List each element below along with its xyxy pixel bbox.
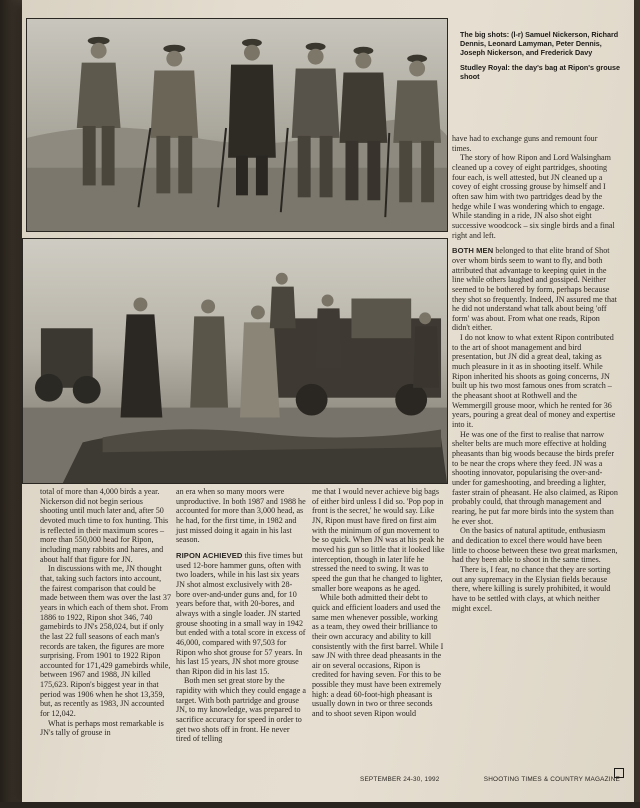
paragraph — [176, 551, 306, 677]
photo-days-bag-image — [23, 239, 447, 483]
article-column-2 — [176, 487, 306, 744]
paragraph: an era when so many moors were unproductive. In both 1987 and 1988 he accounted for more than 3,000 head, as he had, for the first time, in 1982 and just missed doing it again in his last season. — [176, 487, 306, 545]
photo-big-shots — [26, 18, 448, 232]
caption-studley-royal: Studley Royal: the day's bag at Ripon's grouse shoot — [460, 63, 620, 81]
paragraph-body: this five times but used 12-bore hammer guns, often with two loaders, while in his last six years JN shot almost exclusively with 28-bore over-and-under guns and, for 10 years before that, with 20-bores, and always with a single loader. JN started grouse shooting in a small way in 1942 but ended with a total score in excess of 46,000, compared with 97,503 for Ripon who shot grouse for 57 years. In his last 15 years, JN shot more grouse than Ripon did in his last 15. — [176, 550, 306, 676]
paragraph: have had to exchange guns and remount four times. — [452, 134, 598, 153]
article-column-1 — [40, 487, 172, 738]
caption-big-shots: The big shots: (l-r) Samuel Nickerson, Richard Dennis, Leonard Lamyman, Peter Dennis, Joseph Nickerson, and Frederick Davy — [460, 30, 619, 57]
paragraph-lead-in: BOTH MEN — [452, 246, 494, 256]
paragraph: I do not know to what extent Ripon contributed to the art of shoot management and bird presentation, but JN did a great deal, taking as much pleasure in it as in shooting itself. While Ripon inherited his shoots as going concerns, JN built up his two most famous ones from scratch – the pheasant shoot at Rothwell and the Wemmergill grouse moor, which he rented for 36 years, pouring a great deal of money and expertise into it. — [452, 333, 616, 430]
article-column-3 — [312, 487, 446, 719]
page-footer — [360, 776, 620, 783]
paragraph: There is, I fear, no chance that they are sorting out any supremacy in the Elysian fields because there, where killing is surely prohibited, it would have to be settled with clays, at which neither might excel. — [452, 564, 611, 613]
paragraph: What is perhaps most remarkable is JN's tally of grouse in — [40, 718, 164, 738]
paragraph: Both men set great store by the rapidity with which they could engage a target. With both partridge and grouse JN, to my knowledge, was prepared to sacrifice accuracy for speed in order to get two shots off in front. He never tired of telling — [176, 676, 306, 744]
page-binding-shadow — [0, 0, 22, 808]
paragraph: While both admitted their debt to quick and efficient loaders and used the same men whenever possible, working as a team, they owed their brilliance to their own accuracy and ability to kill consistently with the first barrel. While I saw JN with three dead pheasants in the air on several occasions, Ripon is credited for having seven. For this to be possible they must have been extremely high: a dead 60-foot-high pheasant is usually down in two or three seconds and to shoot seven Ripon would — [312, 593, 444, 719]
paragraph: In discussions with me, JN thought that, taking such factors into account, the fairest comparison that could be made between them was over the last 37 years in which each of them shot. From 1886 to 1922, Ripon shot 346, 740 gamebirds to JN's 258,024, but if only the last 22 full seasons of each man's records are taken, the figures are more surprising. From 1901 to 1922 Ripon accounted for 171,429 gamebirds while, between 1967 and 1988, JN killed 175,623. Ripon's biggest year in that period was 1906 when he shot 13,359, but, as recently as 1983, JN accounted for 12,042. — [40, 564, 172, 719]
paragraph: On the basics of natural aptitude, enthusiasm and dedication to excel there would have been little to choose between these two great marksmen, had they been able to shoot in the same times. — [452, 526, 618, 565]
bottom-edge-shadow — [0, 802, 640, 808]
paragraph: me that I would never achieve big bags of either bird unless I did so. 'Pop pop in front is the secret,' he would say. Like JN, Ripon must have fired on first aim with the minimum of gun movement to be so quick. When JN was at his peak he moved his gun so little that it looked like interception, though in later life he stressed the need to swing. It was to speed the gun that he changed to lighter, smaller bore weapons as he aged. — [312, 487, 445, 593]
paragraph-body: belonged to that elite brand of Shot over whom birds seem to want to fly, and both attributed that advantage to keeping quiet in the line while others laughed and gossiped. Neither seemed to be bothered by form, perhaps because they shot so frequently. Indeed, JN assured me that he did not understand what talk about being 'off form' was about. From what one reads, Ripon didn't either. — [452, 246, 617, 333]
footer-magazine-title: SHOOTING TIMES & COUNTRY MAGAZINE — [483, 776, 620, 783]
photo-captions — [460, 30, 620, 87]
article-column-right — [452, 134, 618, 613]
paragraph: He was one of the first to realise that narrow shelter belts are much more effective at holding pheasants than big woods because the birds prefer to be near the crops where they feed. JN was a shooting innovator, popularising the over-and-under for gameshooting, and breeding a lighter, faster strain of pheasant. He also claimed, as Ripon probably could, that through management and rearing, he put far more birds into the system than he ever shot. — [452, 429, 618, 526]
paragraph: total of more than 4,000 birds a year. Nickerson did not begin serious shooting until much later and, after 50 devoted much time to fox hunting. This is reflected in their maximum scores – more than 550,000 head for Ripon, including many rabbits and hares, and about half that figure for JN. — [40, 487, 169, 564]
footer-date: SEPTEMBER 24-30, 1992 — [360, 776, 440, 783]
photo-big-shots-image — [27, 19, 447, 231]
photo-days-bag — [22, 238, 448, 484]
paragraph — [452, 246, 618, 333]
paragraph: The story of how Ripon and Lord Walsingham cleaned up a covey of eight partridges, shooting four each, is well attested, but JN cleaned up a covey of eight crossing grouse by himself and I often saw him with two partridges dead by the hedge while I was wondering which to engage. While standing in a ride, JN also shot eight successive woodcock – six single birds and a final right and left. — [452, 153, 615, 240]
paragraph-lead-in: RIPON ACHIEVED — [176, 550, 243, 560]
